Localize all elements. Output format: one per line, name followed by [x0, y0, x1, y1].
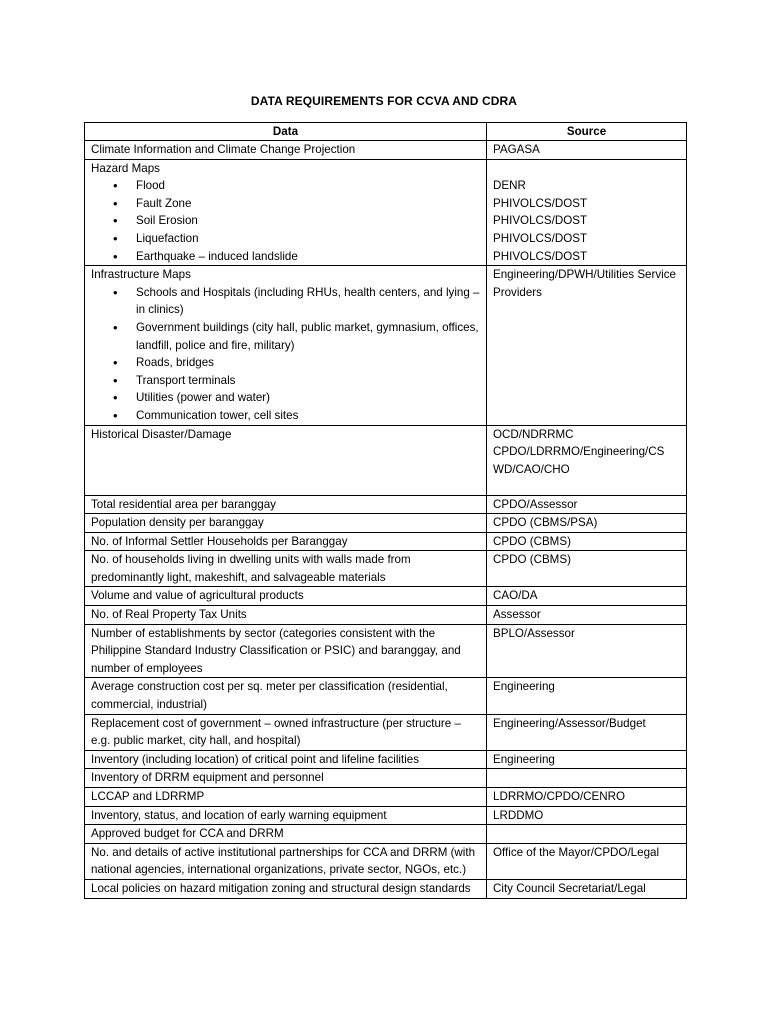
- source-text: LDRRMO/CPDO/CENRO: [493, 790, 626, 803]
- data-text: Replacement cost of government – owned infrastructure (per structure – e.g. public market, city hall, and hospital): [91, 716, 461, 748]
- data-cell: [85, 806, 487, 825]
- table-row: [85, 750, 687, 769]
- source-text: CPDO (CBMS): [493, 553, 571, 567]
- source-cell: [487, 750, 687, 769]
- source-cell: [487, 551, 687, 587]
- source-text: LRDDMO: [493, 808, 544, 822]
- table-row: [85, 678, 687, 714]
- data-cell: [85, 825, 487, 844]
- data-cell: [85, 750, 487, 769]
- source-text: CPDO/Assessor: [493, 497, 578, 511]
- data-cell: [85, 141, 487, 160]
- document-title: DATA REQUIREMENTS FOR CCVA AND CDRA: [250, 94, 518, 108]
- list-item: • Fault Zone: [91, 195, 480, 213]
- source-text: CPDO (CBMS): [493, 534, 571, 548]
- data-text: Inventory (including location) of critical point and lifeline facilities: [91, 752, 420, 766]
- data-cell: [85, 843, 487, 879]
- source-cell: [487, 425, 687, 495]
- data-cell: [85, 495, 487, 514]
- table-row: [85, 769, 687, 788]
- source-text: PAGASA: [493, 143, 540, 156]
- source-cell: [487, 769, 687, 788]
- list-item: • Earthquake – induced landslide: [91, 248, 480, 266]
- data-cell: [85, 606, 487, 625]
- source-text: Assessor: [493, 608, 541, 622]
- data-cell: [85, 788, 487, 807]
- data-text: No. of Informal Settler Households per Baranggay: [91, 534, 348, 548]
- source-cell: [487, 266, 687, 425]
- table-body: [85, 141, 687, 899]
- header-data: Data: [85, 123, 487, 141]
- source-cell: [487, 587, 687, 606]
- table-row: [85, 514, 687, 533]
- list-item: • Liquefaction: [91, 230, 480, 248]
- list-item: • Roads, bridges: [91, 354, 480, 372]
- data-text: Climate Information and Climate Change Projection: [91, 143, 356, 156]
- list-item: • Government buildings (city hall, public market, gymnasium, offices, landfill, police and fire, military): [91, 319, 480, 354]
- source-cell: [487, 624, 687, 678]
- list-item: • Communication tower, cell sites: [91, 407, 480, 425]
- source-cell: [487, 495, 687, 514]
- data-cell: [85, 425, 487, 495]
- data-cell: [85, 678, 487, 714]
- data-text: Infrastructure Maps: [91, 268, 191, 282]
- source-text: CPDO (CBMS/PSA): [493, 516, 598, 530]
- data-text: Hazard Maps: [91, 161, 160, 175]
- table-row: [85, 714, 687, 750]
- data-text: Historical Disaster/Damage: [91, 427, 232, 441]
- data-cell: [85, 159, 487, 266]
- data-text: Total residential area per baranggay: [91, 497, 276, 511]
- source-cell: [487, 788, 687, 807]
- source-text: Engineering: [493, 752, 555, 766]
- data-text: Average construction cost per sq. meter per classification (residential, commercial, industrial): [91, 680, 448, 712]
- data-cell: [85, 714, 487, 750]
- data-cell: [85, 587, 487, 606]
- source-text: Engineering/DPWH/Utilities Service Providers: [493, 268, 676, 299]
- source-text: PHIVOLCS/DOST: [493, 196, 588, 210]
- list-item: • Schools and Hospitals (including RHUs, health centers, and lying – in clinics): [91, 284, 480, 319]
- data-text: LCCAP and LDRRMP: [91, 790, 205, 803]
- data-cell: [85, 551, 487, 587]
- table-row: [85, 425, 687, 495]
- hazard-map-list: [91, 177, 480, 265]
- table-header-row: [85, 123, 687, 141]
- data-cell: [85, 769, 487, 788]
- source-text: PHIVOLCS/DOST: [493, 214, 588, 228]
- source-cell: [487, 825, 687, 844]
- source-cell: [487, 879, 687, 898]
- source-cell: [487, 141, 687, 160]
- table-row: [85, 606, 687, 625]
- source-text: OCD/NDRRMC: [493, 427, 574, 441]
- table-row: [85, 159, 687, 266]
- source-text: City Council Secretariat/Legal: [493, 881, 646, 895]
- list-item: • Soil Erosion: [91, 212, 480, 230]
- table-row: [85, 141, 687, 160]
- source-cell: [487, 806, 687, 825]
- data-text: No. and details of active institutional partnerships for CCA and DRRM (with national agencies, international organizations, private sector, NGOs, etc.): [91, 845, 476, 877]
- source-text: PHIVOLCS/DOST: [493, 231, 588, 245]
- source-cell: [487, 606, 687, 625]
- table-row: [85, 825, 687, 844]
- data-text: Number of establishments by sector (categories consistent with the Philippine Standard Industry Classification or PSIC) and baranggay, and number of employees: [91, 626, 461, 675]
- data-text: Inventory of DRRM equipment and personnel: [91, 771, 324, 785]
- source-text: DENR: [493, 179, 526, 193]
- source-cell: [487, 843, 687, 879]
- data-cell: [85, 266, 487, 425]
- data-requirements-table: [84, 122, 687, 899]
- table-row: [85, 843, 687, 879]
- table-row: [85, 806, 687, 825]
- table-row: [85, 551, 687, 587]
- data-text: Approved budget for CCA and DRRM: [91, 827, 284, 841]
- data-text: No. of households living in dwelling units with walls made from predominantly light, makeshift, and salvageable materials: [91, 553, 411, 584]
- table-row: [85, 266, 687, 425]
- table-row: [85, 587, 687, 606]
- source-text: PHIVOLCS/DOST: [493, 249, 588, 263]
- source-cell: [487, 159, 687, 266]
- source-text: Office of the Mayor/CPDO/Legal: [493, 845, 660, 859]
- list-item: • Utilities (power and water): [91, 389, 480, 407]
- data-cell: [85, 624, 487, 678]
- source-cell: [487, 532, 687, 551]
- list-item: • Transport terminals: [91, 372, 480, 390]
- table-row: [85, 495, 687, 514]
- data-cell: [85, 514, 487, 533]
- data-text: Local policies on hazard mitigation zoning and structural design standards: [91, 881, 471, 895]
- source-cell: [487, 678, 687, 714]
- source-cell: [487, 514, 687, 533]
- data-text: Population density per baranggay: [91, 516, 264, 530]
- source-text: CAO/DA: [493, 589, 538, 603]
- table-row: [85, 532, 687, 551]
- table-row: [85, 879, 687, 898]
- source-text: Engineering: [493, 680, 555, 694]
- data-text: Volume and value of agricultural products: [91, 589, 304, 603]
- source-text: CPDO/LDRRMO/Engineering/CS WD/CAO/CHO: [493, 445, 665, 476]
- table-row: [85, 788, 687, 807]
- header-source: Source: [487, 123, 687, 141]
- data-cell: [85, 879, 487, 898]
- source-text: BPLO/Assessor: [493, 626, 575, 640]
- source-cell: [487, 714, 687, 750]
- data-cell: [85, 532, 487, 551]
- list-item: • Flood: [91, 177, 480, 195]
- data-text: Inventory, status, and location of early warning equipment: [91, 808, 387, 822]
- table-row: [85, 624, 687, 678]
- infrastructure-map-list: [91, 284, 480, 425]
- data-text: No. of Real Property Tax Units: [91, 608, 247, 622]
- source-text: Engineering/Assessor/Budget: [493, 716, 646, 730]
